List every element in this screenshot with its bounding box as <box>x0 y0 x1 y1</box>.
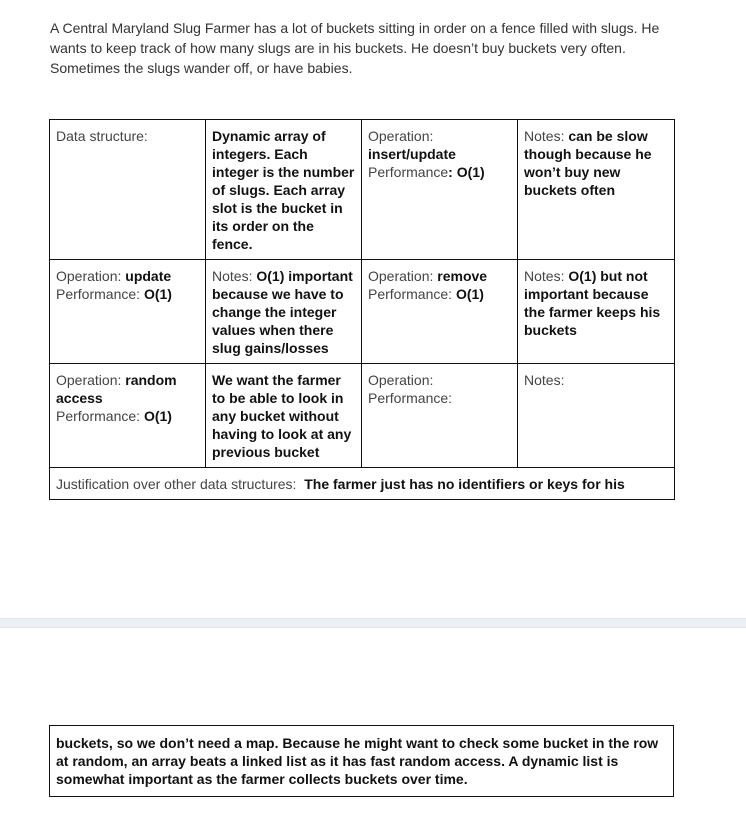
table-row <box>50 364 675 468</box>
page-break <box>0 618 746 628</box>
operation-value: insert/update <box>368 146 456 162</box>
performance-value: O(1) <box>143 408 172 424</box>
operation-value: update <box>125 268 172 284</box>
operation-value: random access <box>56 372 177 406</box>
performance-label: Performance <box>368 164 449 180</box>
notes-value: We want the farmer to be able to look in any bucket without having to look at any previous bucket <box>212 372 352 460</box>
operation-label: Operation: <box>56 372 122 388</box>
data-structure-value: Dynamic array of integers. Each integer is the number of slugs. Each array slot is the bucket in its order on the fence. <box>212 128 355 252</box>
operation-value: remove <box>437 268 488 284</box>
table-cell <box>50 364 206 468</box>
performance-value: O(1) <box>455 286 484 302</box>
justification-label: Justification over other data structures: <box>56 476 297 492</box>
operation-label: Operation: <box>368 128 434 144</box>
notes-label: Notes: <box>524 372 565 388</box>
intro-paragraph: A Central Maryland Slug Farmer has a lot of buckets sitting in order on a fence filled with slugs. He wants to keep track of how many slugs are in his buckets. He doesn’t buy buckets very often. Sometimes the slugs wander off, or have babies. <box>50 20 660 76</box>
operation-label: Operation: <box>56 268 122 284</box>
table-cell <box>362 120 518 260</box>
table-cell <box>206 364 362 468</box>
table-cell <box>518 364 675 468</box>
table-cell <box>206 260 362 364</box>
operation-label: Operation: <box>368 268 434 284</box>
table-row <box>50 120 675 260</box>
notes-label: Notes: <box>212 268 253 284</box>
performance-colon: : <box>448 164 453 180</box>
table-cell <box>518 260 675 364</box>
table-cell <box>362 364 518 468</box>
table-cell <box>50 260 206 364</box>
performance-value: O(1) <box>456 164 485 180</box>
performance-label: Performance: <box>56 408 141 424</box>
data-structure-table <box>49 119 675 500</box>
performance-label: Performance: <box>56 286 141 302</box>
performance-label: Performance: <box>368 286 453 302</box>
notes-label: Notes: <box>524 268 565 284</box>
notes-value: can be slow though because he won’t buy new buckets often <box>524 128 652 198</box>
performance-label: Performance: <box>368 390 453 406</box>
notes-value: O(1) important because we have to change the integer values when there slug gains/losses <box>212 268 353 356</box>
table-cell <box>50 120 206 260</box>
justification-cell <box>50 468 675 500</box>
table-cell <box>206 120 362 260</box>
justification-continuation: buckets, so we don’t need a map. Because he might want to check some bucket in the row at random, an array beats a linked list as it has fast random access. A dynamic list is somewhat important as the farmer collects buckets over time. <box>49 725 674 797</box>
justification-value: The farmer just has no identifiers or keys for his <box>304 476 625 492</box>
performance-value: O(1) <box>143 286 172 302</box>
table-row <box>50 260 675 364</box>
notes-label: Notes: <box>524 128 565 144</box>
document-page-2 <box>0 628 746 816</box>
operation-label: Operation: <box>368 372 434 388</box>
table-cell <box>518 120 675 260</box>
table-cell <box>362 260 518 364</box>
data-structure-label: Data structure: <box>56 128 148 144</box>
table-row <box>50 468 675 500</box>
notes-value: O(1) but not important because the farmer keeps his buckets <box>524 268 661 338</box>
